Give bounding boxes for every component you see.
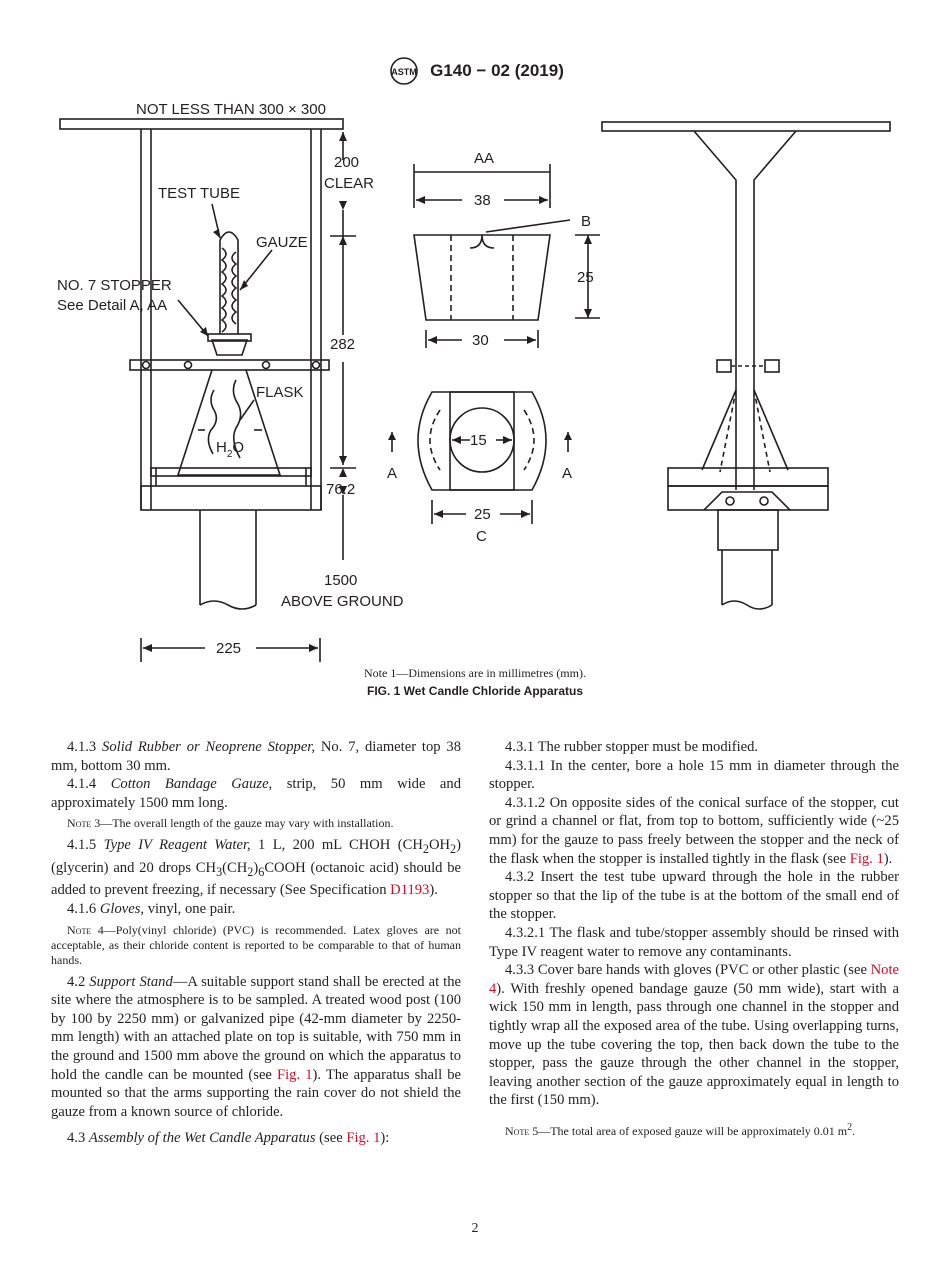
fig-dim-76-2: 76.2 xyxy=(326,481,356,498)
fig-label-stopper-2: See Detail A, AA xyxy=(57,297,168,314)
link-d1193[interactable]: D1193 xyxy=(390,882,430,899)
astm-logo-letters: ASTM xyxy=(391,67,417,77)
fig-label-water: $H_2O$ xyxy=(216,439,245,460)
fig-label-200: 200 xyxy=(334,154,360,171)
fig-label-c: C xyxy=(476,528,487,545)
fig-label-a-left: A xyxy=(387,465,398,482)
note-4: Note 4—Poly(vinyl chloride) (PVC) is recommended. Latex gloves are not acceptable, as their chloride content is reported to be comparable to that of human hands. xyxy=(51,922,462,967)
astm-logo-icon xyxy=(386,56,422,86)
para-4-2: 4.2 Support Stand—A suitable support stand shall be erected at the site where the atmosphere is to be sampled. A treated wood post (100 by 100 by 2250 mm) or galvanized pipe (42-mm diameter by 2250-mm length) with an attached plate on top is suitable, with 750 mm in the ground and 1500 mm above the ground on which the apparatus to hold the candle can be mounted (see Fig. 1). The apparatus shall be mounted so that the arms supporting the rain cover do not shield the gauze from a known source of chloride. xyxy=(51,973,461,1120)
para-4-1-5: 4.1.5 Type IV Reagent Water, 1 L, 200 mL CHOH $(CH_2OH_2)$ (glycerin) and 20 drops $CH_3(CH_2)_6COOH$ (octanoic acid) should be added to prevent freezing, if necessary (See Specification D1193). xyxy=(51,837,461,899)
para-4-3-1: 4.3.1 The rubber stopper must be modified. xyxy=(505,739,759,755)
left-column xyxy=(51,738,461,1148)
para-4-1-4: 4.1.4 Cotton Bandage Gauze, strip, 50 mm wide and approximately 1500 mm long. xyxy=(51,776,461,811)
para-4-3-1-1: 4.3.1.1 In the center, bore a hole 15 mm in diameter through the stopper. xyxy=(489,757,899,793)
link-fig-1[interactable]: Fig. 1 xyxy=(849,850,884,867)
fig-label-stopper-1: NO. 7 STOPPER xyxy=(57,277,172,294)
fig-dim-30: 30 xyxy=(472,332,489,349)
note-3: Note 3—The overall length of the gauze may vary with installation. xyxy=(67,816,394,831)
link-fig-1[interactable]: Fig. 1 xyxy=(277,1066,313,1083)
page-header xyxy=(0,56,950,86)
figure-wet-candle-apparatus xyxy=(0,90,950,665)
para-4-3-3: 4.3.3 Cover bare hands with gloves (PVC or other plastic (see Note 4). With freshly opened bandage gauze (50 mm wide), start with a wick 150 mm in length, pass through one channel in the stopper and tightly wrap all the exposed area of the tube. Using overlapping turns, move up the tube covering the top, then back down the tube to the stopper, pass the gauze through the other channel in the stopper, leaving another section of the gauze approximately equal in length to the first (150 mm). xyxy=(489,962,899,1109)
fig-label-clear: CLEAR xyxy=(324,175,375,192)
note-5: Note 5—The total area of exposed gauze will be approximately 0.01 $m^2$. xyxy=(505,1121,856,1138)
para-4-3-1-2: 4.3.1.2 On opposite sides of the conical surface of the stopper, cut or grind a channel or flat, from top to bottom, sufficiently wide (~25 mm) for the gauze to pass freely between the stopper and the neck of the flask when the stopper is installed tightly in the flask (see Fig. 1). xyxy=(489,794,899,867)
link-fig-1[interactable]: Fig. 1 xyxy=(346,1130,381,1147)
fig-label-aa: AA xyxy=(474,150,495,167)
figure-caption: FIG. 1 Wet Candle Chloride Apparatus xyxy=(366,684,584,698)
fig-label-top-plate: NOT LESS THAN 300 × 300 xyxy=(136,101,326,118)
link-note-4[interactable]: Note 4 xyxy=(489,962,899,997)
fig-label-b: B xyxy=(581,213,592,230)
right-column xyxy=(489,738,899,1144)
fig-label-a-right: A xyxy=(562,465,573,482)
para-4-1-6: 4.1.6 Gloves, vinyl, one pair. xyxy=(67,900,236,917)
page-number: 2 xyxy=(471,1221,479,1236)
standard-designation: G140 − 02 (2019) xyxy=(430,61,564,80)
fig-label-test-tube: TEST TUBE xyxy=(158,185,240,202)
fig-dim-25-vertical: 25 xyxy=(577,269,594,286)
para-4-3-2: 4.3.2 Insert the test tube upward through the hole in the rubber stopper so that the lip of the tube is at the bottom of the small end of the stopper. xyxy=(489,869,899,923)
para-4-3-2-1: 4.3.2.1 The flask and tube/stopper assembly should be rinsed with Type IV reagent water to remove any contaminants. xyxy=(489,924,899,960)
para-4-1-3: 4.1.3 Solid Rubber or Neoprene Stopper, No. 7, diameter top 38 mm, bottom 30 mm. xyxy=(51,739,461,774)
fig-dim-282: 282 xyxy=(330,336,356,353)
fig-dim-225: 225 xyxy=(216,640,242,657)
fig-dim-15: 15 xyxy=(470,432,487,449)
para-4-3: 4.3 Assembly of the Wet Candle Apparatus (see Fig. 1): xyxy=(67,1130,390,1147)
fig-dim-25-horizontal: 25 xyxy=(474,506,491,523)
fig-label-gauze: GAUZE xyxy=(256,234,308,251)
fig-label-flask: FLASK xyxy=(256,384,304,401)
fig-label-1500: 1500 xyxy=(324,572,358,589)
figure-note: Note 1—Dimensions are in millimetres (mm). xyxy=(364,666,586,680)
fig-label-above-ground: ABOVE GROUND xyxy=(281,593,404,610)
fig-dim-38: 38 xyxy=(474,192,491,209)
